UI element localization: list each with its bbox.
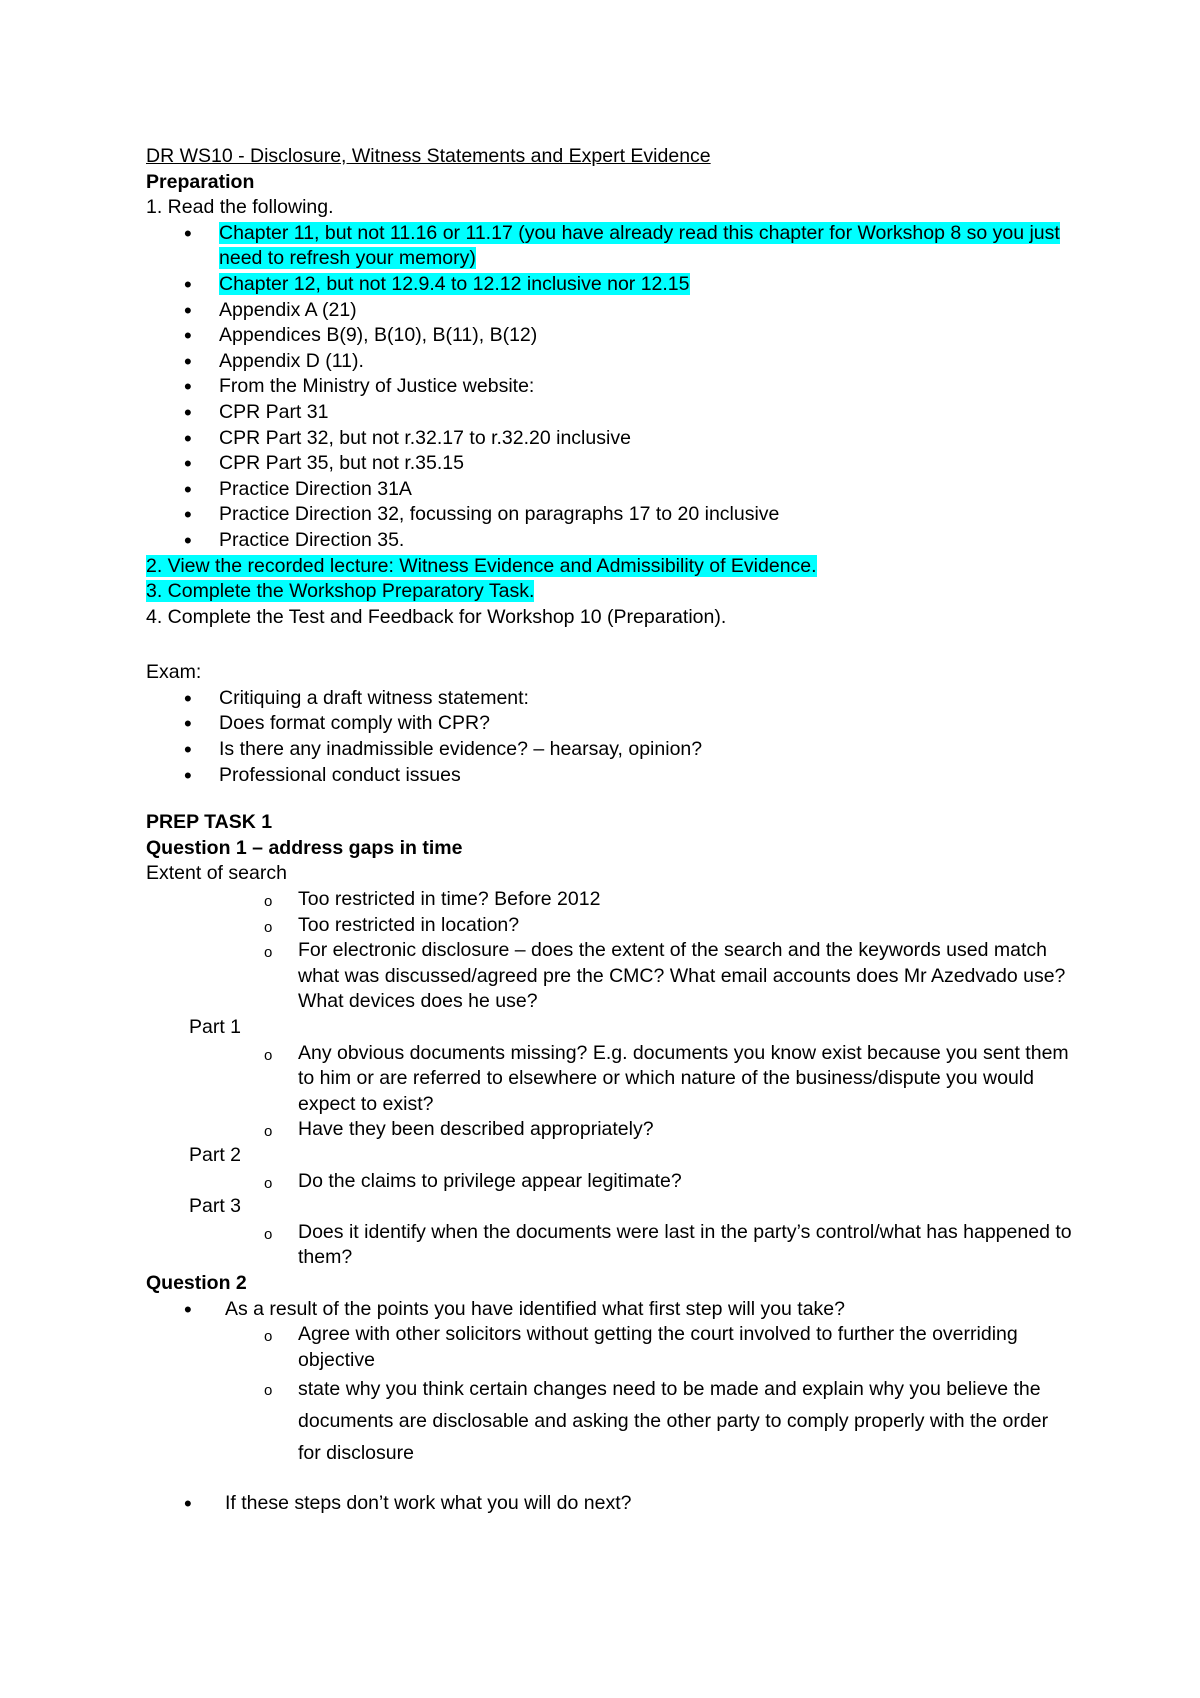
list-item: • Practice Direction 32, focussing on paragraphs 17 to 20 inclusive [146,502,1076,528]
list-item [146,272,1076,298]
list-item: o Do the claims to privilege appear legitimate? [146,1169,1076,1195]
list-item: • Appendices B(9), B(10), B(11), B(12) [146,323,1076,349]
list-item: • From the Ministry of Justice website: [146,374,1076,400]
list-item: • CPR Part 35, but not r.35.15 [146,451,1076,477]
list-item: • Appendix A (21) [146,298,1076,324]
step-2 [146,554,1076,580]
list-item: o For electronic disclosure – does the extent of the search and the keywords used match what was discussed/agreed pre the CMC? What email accounts does Mr Azedvado use? What devices does he use? [146,938,1076,1015]
list-item: • Practice Direction 31A [146,477,1076,503]
part-3-label: Part 3 [189,1195,242,1218]
part-1-list [146,1041,1076,1143]
extent-label: Extent of search [146,862,287,885]
highlighted-text: 3. Complete the Workshop Preparatory Task. [146,580,535,603]
document-title: DR WS10 - Disclosure, Witness Statements and Expert Evidence [146,145,711,167]
list-item: • Appendix D (11). [146,349,1076,375]
list-item: • Critiquing a draft witness statement: [146,686,1076,712]
extent-list [146,887,1076,1015]
question-2-list [146,1297,1076,1323]
prep-task-heading: PREP TASK 1 [146,811,273,834]
list-item: • CPR Part 31 [146,400,1076,426]
list-item: • If these steps don’t work what you will do next? [146,1491,1076,1517]
question-1-heading: Question 1 – address gaps in time [146,836,463,859]
preparation-heading: Preparation [146,170,255,193]
exam-label: Exam: [146,661,202,684]
highlighted-text: 2. View the recorded lecture: Witness Evidence and Admissibility of Evidence. [146,554,817,577]
list-item: • As a result of the points you have identified what first step will you take? [146,1297,1076,1323]
part-3-list [146,1220,1076,1271]
document-body [146,144,1076,1517]
list-item: • Practice Direction 35. [146,528,1076,554]
highlighted-text: Chapter 12, but not 12.9.4 to 12.12 inclusive nor 12.15 [219,272,690,295]
highlighted-text: Chapter 11, but not 11.16 or 11.17 (you have already read this chapter for Workshop 8 so you just need to refresh your memory) [219,221,1060,270]
list-item: • Professional conduct issues [146,763,1076,789]
list-item: o state why you think certain changes need to be made and explain why you believe the documents are disclosable and asking the other party to comply properly with the order for disclosure [146,1373,1076,1469]
part-1-label: Part 1 [189,1016,242,1038]
question-2-followup-list [146,1491,1076,1517]
part-2-label: Part 2 [189,1143,242,1166]
list-item: • Does format comply with CPR? [146,711,1076,737]
exam-list [146,686,1076,788]
step-3 [146,579,1076,605]
step-4: 4. Complete the Test and Feedback for Workshop 10 (Preparation). [146,605,727,628]
list-item: o Does it identify when the documents were last in the party’s control/what has happened to them? [146,1220,1076,1271]
list-item: • CPR Part 32, but not r.32.17 to r.32.20 inclusive [146,426,1076,452]
list-item: • Is there any inadmissible evidence? – hearsay, opinion? [146,737,1076,763]
list-item: o Too restricted in location? [146,913,1076,939]
list-item: o Too restricted in time? Before 2012 [146,887,1076,913]
part-2-list [146,1169,1076,1195]
list-item: o Any obvious documents missing? E.g. documents you know exist because you sent them to him or are referred to elsewhere or which nature of the business/dispute you would expect to exist? [146,1041,1076,1118]
list-item [146,221,1076,272]
reading-list [146,221,1076,554]
question-2-heading: Question 2 [146,1271,247,1294]
step-1: 1. Read the following. [146,196,334,219]
question-2-sub-list [146,1322,1076,1469]
list-item: o Agree with other solicitors without getting the court involved to further the overriding objective [146,1322,1076,1373]
list-item: o Have they been described appropriately? [146,1117,1076,1143]
